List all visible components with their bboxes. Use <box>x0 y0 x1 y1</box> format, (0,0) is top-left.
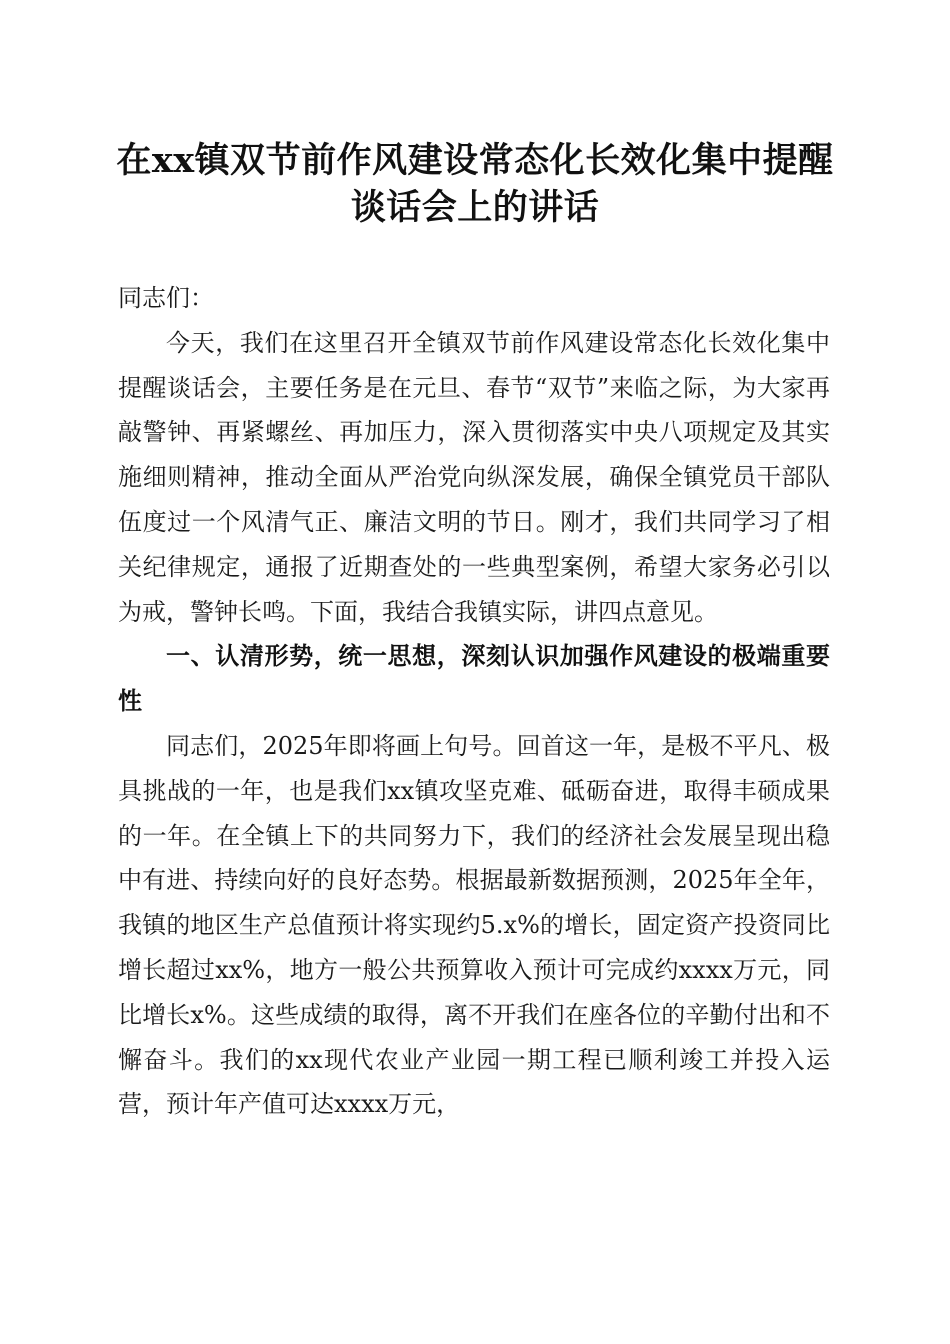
section-heading: 一、认清形势，统一思想，深刻认识加强作风建设的极端重要性 <box>118 642 830 716</box>
salutation: 同志们： <box>118 284 214 312</box>
document-title: 在xx镇双节前作风建设常态化长效化集中提醒谈话会上的讲话 <box>116 140 834 228</box>
document-body <box>118 276 830 1127</box>
section-paragraph: 同志们，2025年即将画上句号。回首这一年，是极不平凡、极具挑战的一年，也是我们xx镇攻坚克难、砥砺奋进，取得丰硕成果的一年。在全镇上下的共同努力下，我们的经济社会发展呈现出稳中有进、持续向好的良好态势。根据最新数据预测，2025年全年，我镇的地区生产总值预计将实现约5.x%的增长，固定资产投资同比增长超过xx%，地方一般公共预算收入预计可完成约xxxx万元，同比增长x%。这些成绩的取得，离不开我们在座各位的辛勤付出和不懈奋斗。我们的xx现代农业产业园一期工程已顺利竣工并投入运营，预计年产值可达xxxx万元， <box>118 731 830 1119</box>
opening-paragraph: 今天，我们在这里召开全镇双节前作风建设常态化长效化集中提醒谈话会，主要任务是在元旦、春节“双节”来临之际，为大家再敲警钟、再紧螺丝、再加压力，深入贯彻落实中央八项规定及其实施细则精神，推动全面从严治党向纵深发展，确保全镇党员干部队伍度过一个风清气正、廉洁文明的节日。刚才，我们共同学习了相关纪律规定，通报了近期查处的一些典型案例，希望大家务必引以为戒，警钟长鸣。下面，我结合我镇实际，讲四点意见。 <box>118 328 830 626</box>
